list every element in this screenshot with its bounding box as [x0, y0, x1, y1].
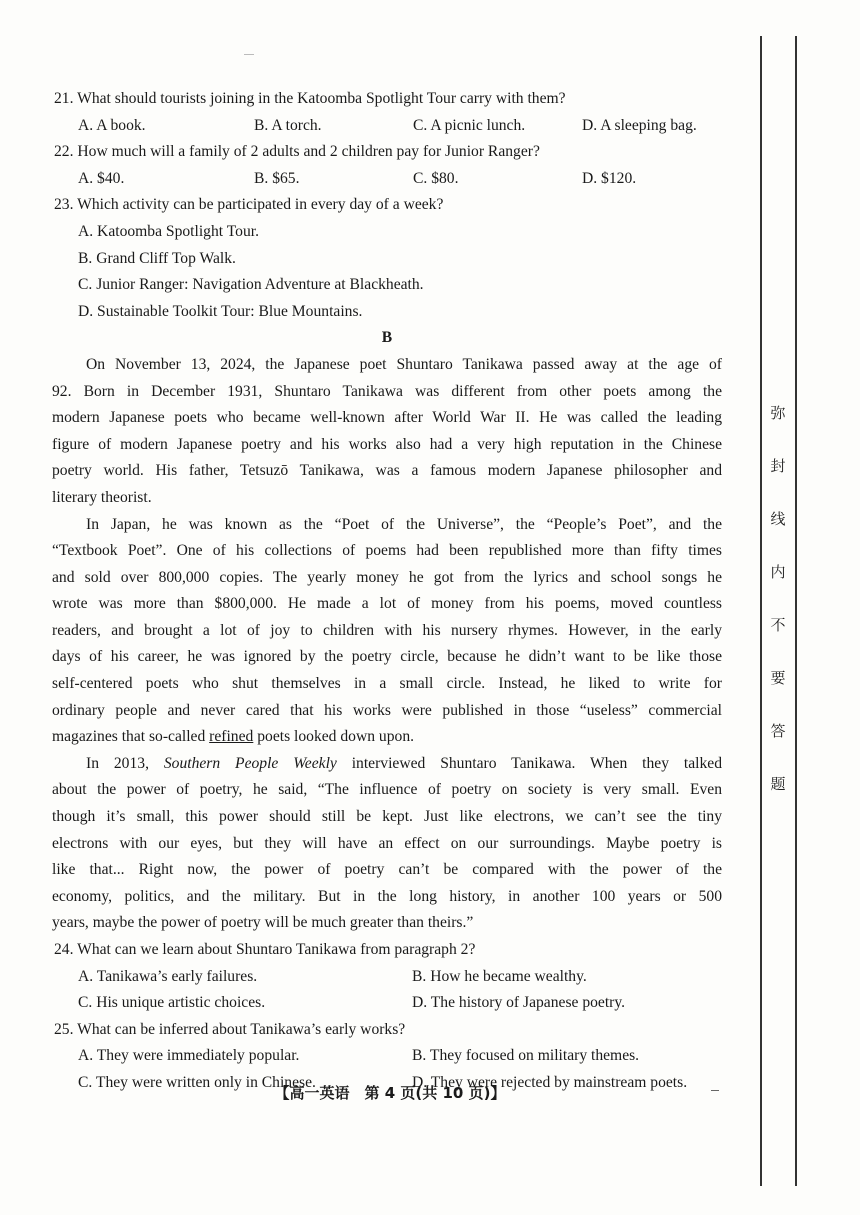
option-d: D. Sustainable Toolkit Tour: Blue Mountains.: [78, 302, 363, 320]
passage-line: “Textbook Poet”. One of his collections of poems had been republished more than fifty times: [52, 542, 722, 560]
binding-line: [795, 36, 797, 1186]
question-22-stem: 22. How much will a family of 2 adults and 2 children pay for Junior Ranger?: [54, 143, 540, 161]
passage-text: interviewed Shuntaro Tanikawa. When they talked: [336, 754, 722, 772]
passage-line: On November 13, 2024, the Japanese poet Shuntaro Tanikawa passed away at the age of: [86, 355, 722, 373]
passage-text: poets looked down upon.: [253, 728, 415, 746]
passage-line: and sold over 800,000 copies. The yearly money he got from the lyrics and school songs he: [52, 568, 722, 586]
option-a: A. Tanikawa’s early failures.: [78, 967, 258, 985]
option-c: C. They were written only in Chinese.: [78, 1073, 316, 1091]
seal-notice-char: 答: [770, 722, 786, 740]
binding-line: [760, 36, 762, 1186]
page-content: [52, 86, 722, 1097]
option-a: A. They were immediately popular.: [78, 1047, 300, 1065]
passage-line: wrote was more than $800,000. He made a lot of money from his poems, moved countless: [52, 595, 722, 613]
option-c: C. A picnic lunch.: [413, 116, 526, 134]
seal-notice-char: 内: [770, 563, 786, 581]
passage-line: [52, 751, 722, 778]
question-22-options: [52, 166, 722, 193]
passage-line: ordinary people and never cared that his works were published in those “useless” commercial: [52, 701, 722, 719]
passage-line: poetry world. His father, Tetsuzō Tanikawa, was a famous modern Japanese philosopher and: [52, 462, 722, 480]
option-d: D. $120.: [582, 169, 637, 187]
passage-line: days of his career, he was ignored by the poetry circle, because he didn’t want to be like those: [52, 648, 722, 666]
passage-line: modern Japanese poets who became well-known after World War II. He was called the leading: [52, 409, 722, 427]
option-b: B. They focused on military themes.: [412, 1047, 640, 1065]
scan-mark: [244, 54, 254, 55]
scan-mark: [711, 1090, 719, 1091]
option-a: A. Katoomba Spotlight Tour.: [78, 222, 259, 240]
question-24-stem: 24. What can we learn about Shuntaro Tanikawa from paragraph 2?: [54, 941, 476, 958]
passage-line: economy, politics, and the military. But in the long history, in another 100 years or 500: [52, 887, 722, 905]
passage-line: self-centered poets who shut themselves in a small circle. Instead, he liked to write for: [52, 675, 722, 693]
seal-notice-char: 弥: [770, 404, 786, 422]
option-b: B. Grand Cliff Top Walk.: [78, 249, 236, 267]
option-b: B. A torch.: [254, 116, 322, 134]
option-c: C. His unique artistic choices.: [78, 994, 266, 1012]
option-d: D. They were rejected by mainstream poets.: [412, 1073, 688, 1091]
passage-line: electrons with our eyes, but they will have an effect on our surroundings. Maybe poetry is: [52, 834, 722, 852]
passage-line: readers, and brought a lot of joy to children with his nursery rhymes. However, in the early: [52, 621, 722, 639]
option-d: D. The history of Japanese poetry.: [412, 994, 626, 1012]
seal-notice-char: 封: [770, 457, 786, 475]
passage-text: In 2013,: [86, 754, 164, 772]
question-25-stem: 25. What can be inferred about Tanikawa’s early works?: [54, 1020, 406, 1038]
page-footer: 【高一英语 第 4 页(共 10 页)】: [274, 1084, 506, 1102]
passage-line: though it’s small, this power should still be kept. Just like electrons, we can’t see the tiny: [52, 808, 722, 826]
passage-text: magazines that so-called: [52, 728, 210, 746]
passage-line: literary theorist.: [52, 488, 152, 506]
question-21-options: [52, 113, 722, 140]
passage-line: [52, 724, 722, 751]
question-24-options-row1: [52, 964, 722, 991]
publication-title: Southern People Weekly: [163, 754, 337, 772]
question-23-stem: 23. Which activity can be participated in every day of a week?: [54, 196, 444, 214]
option-c: C. $80.: [413, 169, 459, 187]
seal-notice-char: 不: [770, 616, 786, 634]
underlined-word-refined: refined: [209, 728, 254, 746]
option-a: A. A book.: [78, 116, 146, 134]
option-b: B. How he became wealthy.: [412, 967, 587, 985]
option-d: D. A sleeping bag.: [582, 116, 697, 134]
question-24-options-row2: [52, 990, 722, 1017]
passage-line: figure of modern Japanese poetry and his works also had a very high reputation in the Chinese: [52, 435, 722, 453]
question-21-stem: 21. What should tourists joining in the Katoomba Spotlight Tour carry with them?: [54, 90, 566, 107]
seal-notice-char: 线: [770, 510, 786, 528]
passage-line: years, maybe the power of poetry will be much greater than theirs.”: [52, 914, 474, 932]
passage-line: In Japan, he was known as the “Poet of the Universe”, the “People’s Poet”, and the: [86, 515, 722, 533]
option-a: A. $40.: [78, 169, 125, 187]
question-25-options-row1: [52, 1043, 722, 1070]
section-b-heading: B: [381, 329, 393, 347]
passage-line: about the power of poetry, he said, “The influence of poetry on society is very small. Even: [52, 781, 722, 799]
option-b: B. $65.: [254, 169, 300, 187]
seal-notice-char: 要: [770, 669, 786, 687]
passage-line: like that... Right now, the power of poetry can’t be compared with the power of the: [52, 861, 722, 879]
seal-notice-char: 题: [770, 775, 786, 793]
passage-line: 92. Born in December 1931, Shuntaro Tanikawa was different from other poets among the: [52, 382, 722, 400]
option-c: C. Junior Ranger: Navigation Adventure at Blackheath.: [78, 276, 424, 294]
